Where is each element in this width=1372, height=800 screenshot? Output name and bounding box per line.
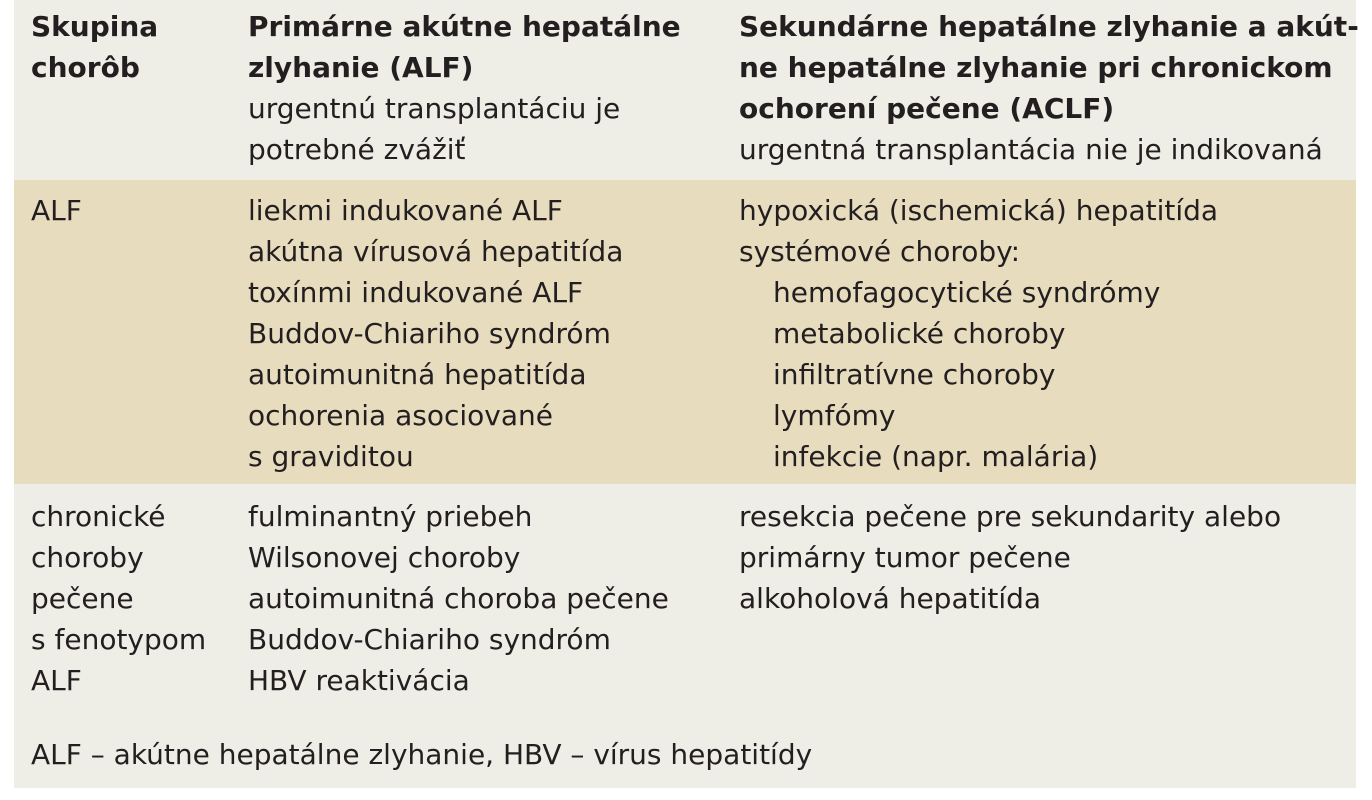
header-text: Primárne akútne hepatálne — [248, 10, 681, 43]
list-item: s graviditou — [248, 440, 414, 473]
list-item: ochorenia asociované — [248, 399, 553, 432]
header-subtext: urgentnú transplantáciu je — [248, 92, 621, 125]
header-text: chorôb — [31, 51, 140, 84]
sub-list-item: lymfómy — [773, 399, 896, 432]
list-item: autoimunitná choroba pečene — [248, 582, 669, 615]
table-footnote — [14, 722, 1356, 788]
list-item: HBV reaktivácia — [248, 664, 470, 697]
header-group-cell — [31, 0, 241, 88]
table-row-alf — [14, 180, 1356, 484]
list-item: liekmi indukované ALF — [248, 194, 563, 227]
header-text: ochorení pečene (ACLF) — [739, 92, 1115, 125]
table-row-chronic — [14, 484, 1356, 722]
list-item: Buddov-Chiariho syndróm — [248, 317, 611, 350]
list-item: fulminantný priebeh — [248, 500, 533, 533]
group-text: pečene — [31, 582, 134, 615]
group-cell — [31, 180, 241, 231]
sub-list-item: hemofagocytické syndrómy — [773, 276, 1161, 309]
primary-cell — [248, 180, 728, 477]
group-text: choroby — [31, 541, 144, 574]
group-text: ALF — [31, 194, 82, 227]
list-item: primárny tumor pečene — [739, 541, 1071, 574]
list-item: autoimunitná hepatitída — [248, 358, 587, 391]
list-item: systémové choroby: — [739, 235, 1021, 268]
header-secondary-cell — [739, 0, 1359, 170]
list-item: akútna vírusová hepatitída — [248, 235, 624, 268]
header-text: Skupina — [31, 10, 159, 43]
list-item: Buddov-Chiariho syndróm — [248, 623, 611, 656]
list-item: hypoxická (ischemická) hepatitída — [739, 194, 1219, 227]
group-text: chronické — [31, 500, 166, 533]
list-item: alkoholová hepatitída — [739, 582, 1042, 615]
table-header-row — [14, 0, 1359, 180]
header-subtext: urgentná transplantácia nie je indikovaná — [739, 133, 1323, 166]
sub-list-item: infekcie (napr. malária) — [773, 440, 1099, 473]
header-text: zlyhanie (ALF) — [248, 51, 474, 84]
header-subtext: potrebné zvážiť — [248, 133, 466, 166]
header-text: ne hepatálne zlyhanie pri chronickom — [739, 51, 1333, 84]
disease-table — [14, 0, 1359, 788]
sub-list-item: metabolické choroby — [773, 317, 1066, 350]
secondary-cell — [739, 484, 1349, 619]
header-text: Sekundárne hepatálne zlyhanie a akút- — [739, 10, 1359, 43]
footnote-text: ALF – akútne hepatálne zlyhanie, HBV – vírus hepatitídy — [31, 738, 813, 771]
header-primary-cell — [248, 0, 728, 170]
group-cell — [31, 484, 241, 701]
secondary-cell — [739, 180, 1349, 477]
list-item: resekcia pečene pre sekundarity alebo — [739, 500, 1282, 533]
group-text: ALF — [31, 664, 82, 697]
list-item: toxínmi indukované ALF — [248, 276, 584, 309]
primary-cell — [248, 484, 728, 701]
list-item: Wilsonovej choroby — [248, 541, 521, 574]
sub-list-item: infiltratívne choroby — [773, 358, 1056, 391]
group-text: s fenotypom — [31, 623, 207, 656]
